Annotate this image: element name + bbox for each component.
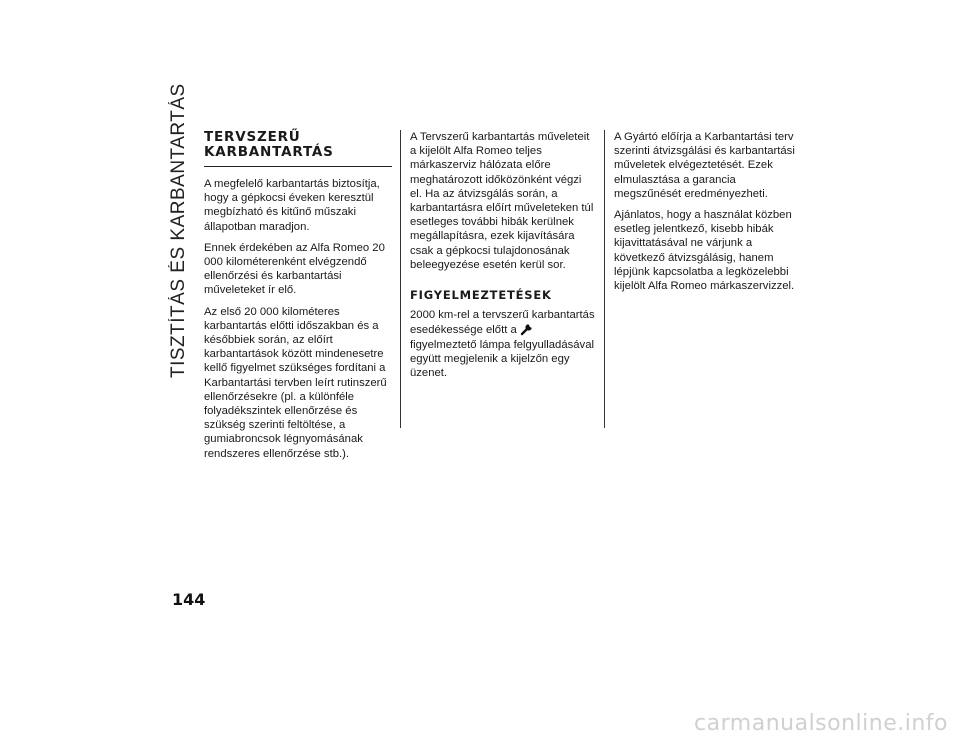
column-1 <box>204 130 392 468</box>
wrench-icon <box>520 322 534 336</box>
column-divider <box>604 130 605 428</box>
column-3 <box>614 130 799 300</box>
warnings-heading: FIGYELMEZTETÉSEK <box>410 288 552 303</box>
page-number: 144 <box>172 590 206 609</box>
paragraph: Ajánlatos, hogy a használat közben esetleg jelentkező, kisebb hibák kijavittatásával ne várjunk a következő átvizsgálásig, hanem lépjünk kapcsolatba a legközelebbi kijelölt Alfa Romeo márkaszervizzel. <box>614 209 795 293</box>
paragraph: Az első 20 000 kilométeres karbantartás előtti időszakban és a későbbiek során, az előírt karbantartások között mindenesetre kellő figyelmet szükséges fordítani a Karbantartási tervben leírt rutinszerű ellenőrzésekre (pl. a különféle folyadékszintek ellenőrzése és szükség szerinti feltöltése, a gumiabroncsok légnyomásának rendszeres ellenőrzése stb.). <box>204 305 387 460</box>
heading-line-1: TERVSZERŰ <box>204 129 301 145</box>
section-side-title: TISZTÍTÁS ÉS KARBANTARTÁS <box>168 83 189 378</box>
section-heading <box>204 130 392 160</box>
paragraph-with-icon <box>410 308 595 380</box>
paragraph: Ennek érdekében az Alfa Romeo 20 000 kilométerenként elvégzendő ellenőrzési és karbantartási műveleteket ír elő. <box>204 241 385 297</box>
paragraph: A megfelelő karbantartás biztosítja, hogy a gépkocsi éveken keresztül megbízható és kitűnő műszaki állapotban maradjon. <box>204 178 380 233</box>
heading-rule <box>204 166 392 167</box>
watermark: carmanualsonline.info <box>694 711 948 736</box>
paragraph-text: figyelmeztető lámpa felgyulladásával együtt megjelenik a kijelzőn egy üzenet. <box>410 338 594 380</box>
paragraph-text: 2000 km-rel a tervszerű karbantartás esedékessége előtt a <box>410 309 595 337</box>
column-2 <box>410 130 595 387</box>
paragraph: A Gyártó előírja a Karbantartási terv szerinti átvizsgálási és karbantartási műveletek elvégeztetését. Ezek elmulasztása a garancia megszűnését eredményezheti. <box>614 131 795 200</box>
column-divider <box>400 130 401 428</box>
paragraph: A Tervszerű karbantartás műveleteit a kijelölt Alfa Romeo teljes márkaszerviz hálózata előre meghatározott időközönként végzi el. Ha az átvizsgálás során, a karbantartásra előírt műveleteken túl esetleges további hibák kerülnek megállapításra, ezek kijavítására csak a gépkocsi tulajdonosának beleegyezése esetén kerül sor. <box>410 131 594 271</box>
heading-line-2: KARBANTARTÁS <box>204 144 334 160</box>
